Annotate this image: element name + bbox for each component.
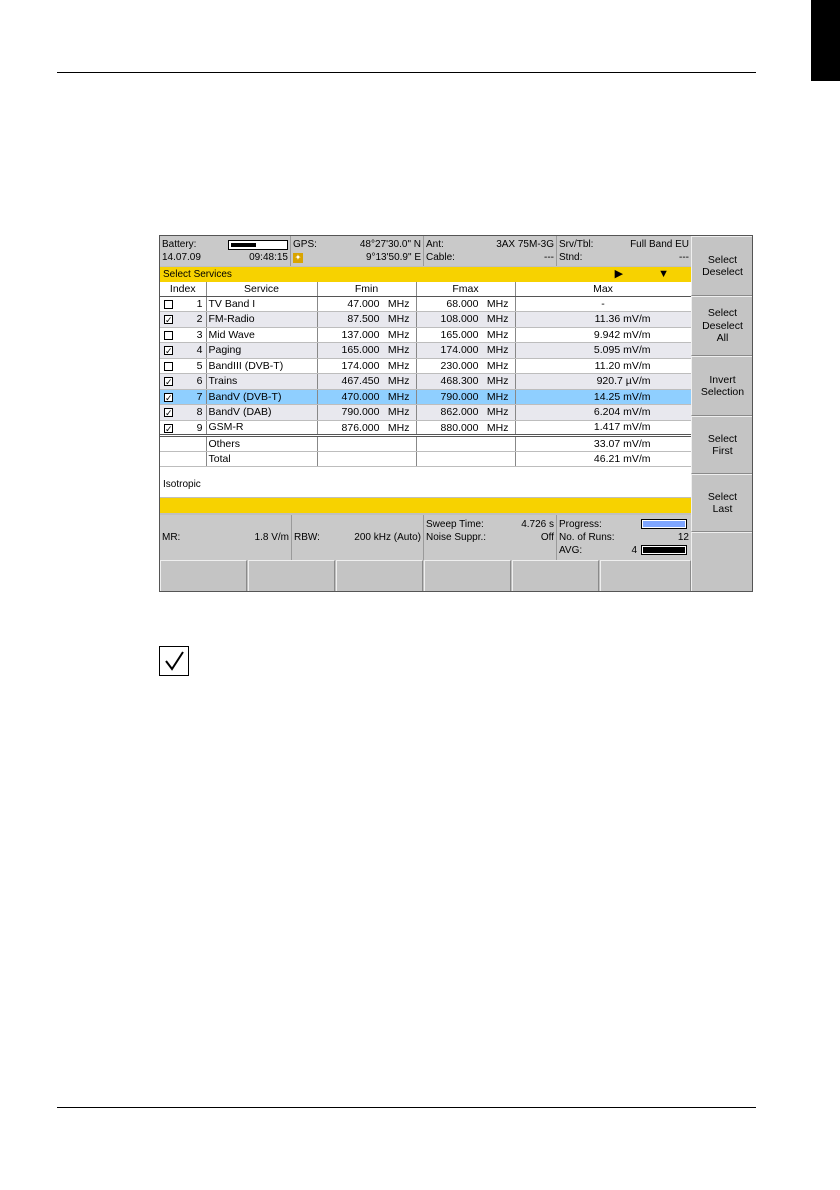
side-softkey-3[interactable] <box>691 356 753 416</box>
bottom-softkey-6[interactable] <box>600 560 691 592</box>
fmin-cell <box>317 420 416 436</box>
max-cell: - <box>515 296 691 312</box>
service-cell: BandIII (DVB-T) <box>206 358 317 374</box>
side-softkey-label: Select <box>707 253 738 266</box>
stnd-value: --- <box>679 252 689 263</box>
fmin-value: 790.000 <box>341 406 380 418</box>
fmin-unit: MHz <box>387 313 410 325</box>
column-header-max[interactable]: Max <box>515 282 691 296</box>
index-cell[interactable] <box>160 405 206 421</box>
summary-max: 46.21 mV/m <box>515 451 691 467</box>
row-checkbox[interactable]: ✓ <box>165 315 173 325</box>
fmax-cell <box>416 420 515 436</box>
summary-fmax-cell <box>416 451 515 467</box>
row-checkbox[interactable] <box>164 300 173 309</box>
max-cell: 14.25 mV/m <box>515 389 691 405</box>
index-cell[interactable] <box>160 327 206 343</box>
fmin-value: 467.450 <box>341 375 380 387</box>
fmin-cell <box>317 312 416 328</box>
fmax-unit: MHz <box>486 359 509 372</box>
fmax-value: 862.000 <box>440 406 479 418</box>
services-table-area <box>160 282 691 472</box>
summary-index-cell <box>160 451 206 467</box>
battery-label: Battery: <box>162 239 197 250</box>
side-softkey-4[interactable] <box>691 416 753 474</box>
summary-label: Total <box>206 451 317 467</box>
fmax-unit: MHz <box>486 313 509 325</box>
progress-bar <box>641 519 687 529</box>
fmin-cell <box>317 296 416 312</box>
service-cell: FM-Radio <box>206 312 317 328</box>
gps-lock-icon: ✦ <box>294 253 302 262</box>
fmax-cell <box>416 312 515 328</box>
time-value: 09:48:15 <box>249 252 288 263</box>
max-cell: 5.095 mV/m <box>515 343 691 359</box>
index-cell[interactable] <box>160 296 206 312</box>
row-index: 8 <box>196 406 203 418</box>
status-battery-cell <box>160 236 291 266</box>
summary-max: 33.07 mV/m <box>515 436 691 452</box>
note-checkmark-icon <box>159 646 189 676</box>
fmax-unit: MHz <box>486 406 509 418</box>
gps-latitude: 48°27'30.0" N <box>359 239 421 250</box>
battery-icon <box>228 240 288 250</box>
avg-value: 4 <box>631 545 637 556</box>
noise-suppr-label: Noise Suppr.: <box>426 532 487 543</box>
fmax-cell <box>416 358 515 374</box>
row-index: 3 <box>196 328 203 341</box>
info-sweep-cell <box>424 515 557 560</box>
info-progress-cell <box>557 515 691 560</box>
summary-fmax-cell <box>416 436 515 452</box>
fmax-value: 108.000 <box>440 313 479 325</box>
service-cell: BandV (DVB-T) <box>206 389 317 405</box>
antenna-label: Ant: <box>426 239 444 250</box>
services-table <box>160 282 692 467</box>
service-cell: Mid Wave <box>206 327 317 343</box>
fmin-unit: MHz <box>387 328 410 341</box>
fmax-unit: MHz <box>486 375 509 387</box>
row-checkbox[interactable]: ✓ <box>165 392 173 403</box>
isotropic-label: Isotropic <box>163 479 201 490</box>
fmax-unit: MHz <box>486 344 509 356</box>
cable-label: Cable: <box>426 252 455 263</box>
summary-row <box>160 436 691 452</box>
status-bar <box>160 236 691 266</box>
row-index: 1 <box>196 297 203 310</box>
fmin-unit: MHz <box>387 359 410 372</box>
side-softkey-label: First <box>712 445 733 457</box>
column-header-index[interactable]: Index <box>160 282 206 296</box>
column-header-fmin[interactable]: Fmin <box>317 282 416 296</box>
status-antenna-cell <box>424 236 557 266</box>
fmin-value: 165.000 <box>341 344 380 356</box>
side-softkey-label: Invert <box>709 373 736 386</box>
side-softkey-label: Select <box>707 490 738 503</box>
table-header-row <box>160 282 691 296</box>
table-row[interactable] <box>160 389 691 405</box>
side-softkey-label: Select <box>707 307 738 320</box>
progress-label: Progress: <box>559 519 602 530</box>
fmax-value: 165.000 <box>440 328 479 341</box>
fmax-cell <box>416 374 515 390</box>
device-screen <box>159 235 753 592</box>
row-checkbox[interactable] <box>164 331 173 340</box>
row-index: 2 <box>196 313 203 325</box>
summary-fmin-cell <box>317 436 416 452</box>
title-bar <box>160 267 691 282</box>
service-cell: BandV (DAB) <box>206 405 317 421</box>
index-cell[interactable] <box>160 358 206 374</box>
index-cell[interactable] <box>160 420 206 436</box>
table-row[interactable] <box>160 374 691 390</box>
isotropic-row <box>160 472 691 497</box>
side-softkey-6[interactable] <box>691 532 753 592</box>
fmax-cell <box>416 389 515 405</box>
main-area <box>160 236 691 592</box>
max-cell: 11.20 mV/m <box>515 358 691 374</box>
fmax-unit: MHz <box>486 421 509 434</box>
fmax-value: 174.000 <box>440 344 479 356</box>
antenna-value: 3AX 75M-3G <box>496 239 554 250</box>
bottom-softkey-5[interactable] <box>512 560 599 592</box>
max-cell: 6.204 mV/m <box>515 405 691 421</box>
column-header-fmax[interactable]: Fmax <box>416 282 515 296</box>
fmin-cell <box>317 327 416 343</box>
info-rbw-cell <box>292 515 424 560</box>
side-softkeys <box>691 236 753 592</box>
fmin-value: 47.000 <box>347 297 380 310</box>
rbw-label: RBW: <box>294 532 320 543</box>
fmin-value: 876.000 <box>341 421 380 434</box>
table-row[interactable] <box>160 405 691 421</box>
fmax-value: 468.300 <box>440 375 479 387</box>
fmax-value: 230.000 <box>440 359 479 372</box>
side-softkey-2[interactable] <box>691 296 753 356</box>
srvtbl-label: Srv/Tbl: <box>559 239 594 250</box>
gps-longitude: 9°13'50.9" E <box>365 252 421 263</box>
bottom-softkey-2[interactable] <box>248 560 335 592</box>
fmax-cell <box>416 343 515 359</box>
side-softkey-label: All <box>716 332 729 345</box>
message-bar <box>160 498 691 513</box>
fmin-cell <box>317 358 416 374</box>
fmax-unit: MHz <box>486 297 509 310</box>
table-row[interactable] <box>160 327 691 343</box>
fmax-unit: MHz <box>486 390 509 403</box>
screen-title: Select Services <box>163 269 232 280</box>
max-cell: 11.36 mV/m <box>515 312 691 328</box>
fmin-cell <box>317 374 416 390</box>
side-softkey-5[interactable] <box>691 474 753 532</box>
max-cell: 9.942 mV/m <box>515 327 691 343</box>
fmin-cell <box>317 343 416 359</box>
fmax-cell <box>416 296 515 312</box>
srvtbl-value: Full Band EU <box>630 239 689 250</box>
side-softkey-label: Deselect <box>702 266 743 278</box>
fmin-value: 174.000 <box>341 359 380 372</box>
header-rule <box>57 72 756 73</box>
table-row[interactable] <box>160 343 691 359</box>
row-index: 7 <box>196 390 203 403</box>
fmax-value: 790.000 <box>440 390 479 403</box>
row-checkbox[interactable]: ✓ <box>165 423 173 434</box>
summary-row <box>160 451 691 467</box>
info-panel <box>160 515 691 560</box>
table-row[interactable] <box>160 296 691 312</box>
index-cell[interactable] <box>160 343 206 359</box>
row-checkbox[interactable]: ✓ <box>165 377 173 387</box>
status-gps-cell <box>291 236 424 266</box>
row-checkbox[interactable] <box>164 362 173 371</box>
summary-index-cell <box>160 436 206 452</box>
fmin-unit: MHz <box>387 375 410 387</box>
fmin-value: 87.500 <box>347 313 380 325</box>
service-cell: GSM-R <box>206 420 317 436</box>
page-tab-marker <box>811 0 840 81</box>
side-softkey-label: Selection <box>700 386 745 398</box>
summary-label: Others <box>206 436 317 452</box>
table-row[interactable] <box>160 358 691 374</box>
bottom-softkeys <box>160 560 691 592</box>
runs-value: 12 <box>677 532 689 543</box>
side-softkey-label: Last <box>712 503 733 515</box>
bottom-softkey-1[interactable] <box>160 560 247 592</box>
sweep-time-label: Sweep Time: <box>426 519 484 530</box>
table-row[interactable] <box>160 420 691 436</box>
fmin-unit: MHz <box>387 390 410 403</box>
fmin-value: 137.000 <box>341 328 380 341</box>
fmax-unit: MHz <box>486 328 509 341</box>
row-checkbox[interactable]: ✓ <box>165 346 173 356</box>
fmin-unit: MHz <box>387 344 410 356</box>
mr-label: MR: <box>162 532 181 543</box>
service-cell: Trains <box>206 374 317 390</box>
index-cell[interactable] <box>160 312 206 328</box>
row-index: 4 <box>196 344 203 356</box>
fmax-cell <box>416 327 515 343</box>
fmin-cell <box>317 405 416 421</box>
footer-rule <box>57 1107 756 1108</box>
status-table-cell <box>557 236 691 266</box>
max-cell: 920.7 µV/m <box>515 374 691 390</box>
fmin-unit: MHz <box>387 406 410 418</box>
fmax-cell <box>416 405 515 421</box>
gps-label: GPS: <box>293 239 317 250</box>
max-cell: 1.417 mV/m <box>515 420 691 436</box>
date-value: 14.07.09 <box>162 252 201 263</box>
side-softkey-1[interactable] <box>691 236 753 296</box>
cable-value: --- <box>544 252 554 263</box>
avg-label: AVG: <box>559 545 583 556</box>
sweep-time-value: 4.726 s <box>521 519 554 530</box>
fmin-unit: MHz <box>387 421 410 434</box>
stnd-label: Stnd: <box>559 252 583 263</box>
info-mr-cell <box>160 515 292 560</box>
fmin-cell <box>317 389 416 405</box>
table-row[interactable] <box>160 312 691 328</box>
index-cell[interactable] <box>160 374 206 390</box>
bottom-softkey-3[interactable] <box>336 560 423 592</box>
row-index: 6 <box>196 375 203 387</box>
summary-fmin-cell <box>317 451 416 467</box>
avg-gauge-icon <box>641 545 687 555</box>
side-softkey-label: Deselect <box>702 319 743 332</box>
bottom-softkey-4[interactable] <box>424 560 511 592</box>
rbw-value: 200 kHz (Auto) <box>354 532 421 543</box>
mr-value: 1.8 V/m <box>254 532 289 543</box>
row-index: 9 <box>196 421 203 434</box>
noise-suppr-value: Off <box>540 532 554 543</box>
row-index: 5 <box>196 359 203 372</box>
scroll-arrows-icon[interactable]: ▶ ▼ <box>614 268 685 280</box>
service-cell: TV Band I <box>206 296 317 312</box>
side-softkey-label: Select <box>707 432 738 445</box>
column-header-service[interactable]: Service <box>206 282 317 296</box>
fmax-value: 880.000 <box>440 421 479 434</box>
index-cell[interactable] <box>160 389 206 405</box>
runs-label: No. of Runs: <box>559 532 615 543</box>
row-checkbox[interactable]: ✓ <box>165 408 173 418</box>
fmax-value: 68.000 <box>446 297 479 310</box>
service-cell: Paging <box>206 343 317 359</box>
fmin-value: 470.000 <box>341 390 380 403</box>
fmin-unit: MHz <box>387 297 410 310</box>
